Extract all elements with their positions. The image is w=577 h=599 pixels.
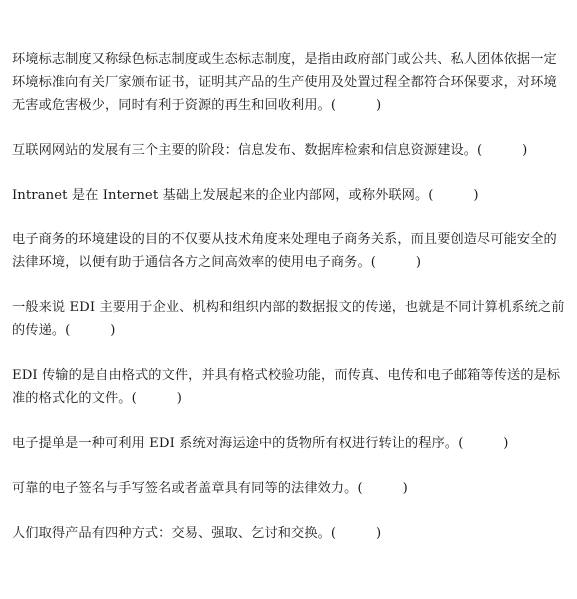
question-item: 可靠的电子签名与手写签名或者盖章具有同等的法律效力。( ) [12, 481, 408, 496]
question-item: 人们取得产品有四种方式：交易、强取、乞讨和交换。( ) [12, 526, 382, 541]
question-item: 互联网网站的发展有三个主要的阶段：信息发布、数据库检索和信息资源建设。( ) [12, 143, 528, 158]
question-item: 环境标志制度又称绿色标志制度或生态标志制度，是指由政府部门或公共、私人团体依据一定环境标准向有关厂家颁布证书，证明其产品的生产使用及处置过程全都符合环保要求，对环境无害或危害极少，同时有利于资源的再生和回收利用。( ) [12, 52, 557, 113]
question-item: 电子商务的环境建设的目的不仅要从技术角度来处理电子商务关系，而且要创造尽可能安全的法律环境，以便有助于通信各方之间高效率的使用电子商务。( ) [12, 232, 557, 270]
question-item: EDI 传输的是自由格式的文件，并具有格式校验功能，而传真、电传和电子邮箱等传送的是标准的格式化的文件。( ) [12, 368, 561, 406]
question-item: 电子提单是一种可利用 EDI 系统对海运途中的货物所有权进行转让的程序。( ) [12, 436, 509, 451]
question-list [12, 48, 568, 567]
question-item: 一般来说 EDI 主要用于企业、机构和组织内部的数据报文的传递，也就是不同计算机系统之前的传递。( ) [12, 300, 565, 338]
question-item: Intranet 是在 Internet 基础上发展起来的企业内部网，或称外联网。( ) [12, 188, 479, 203]
